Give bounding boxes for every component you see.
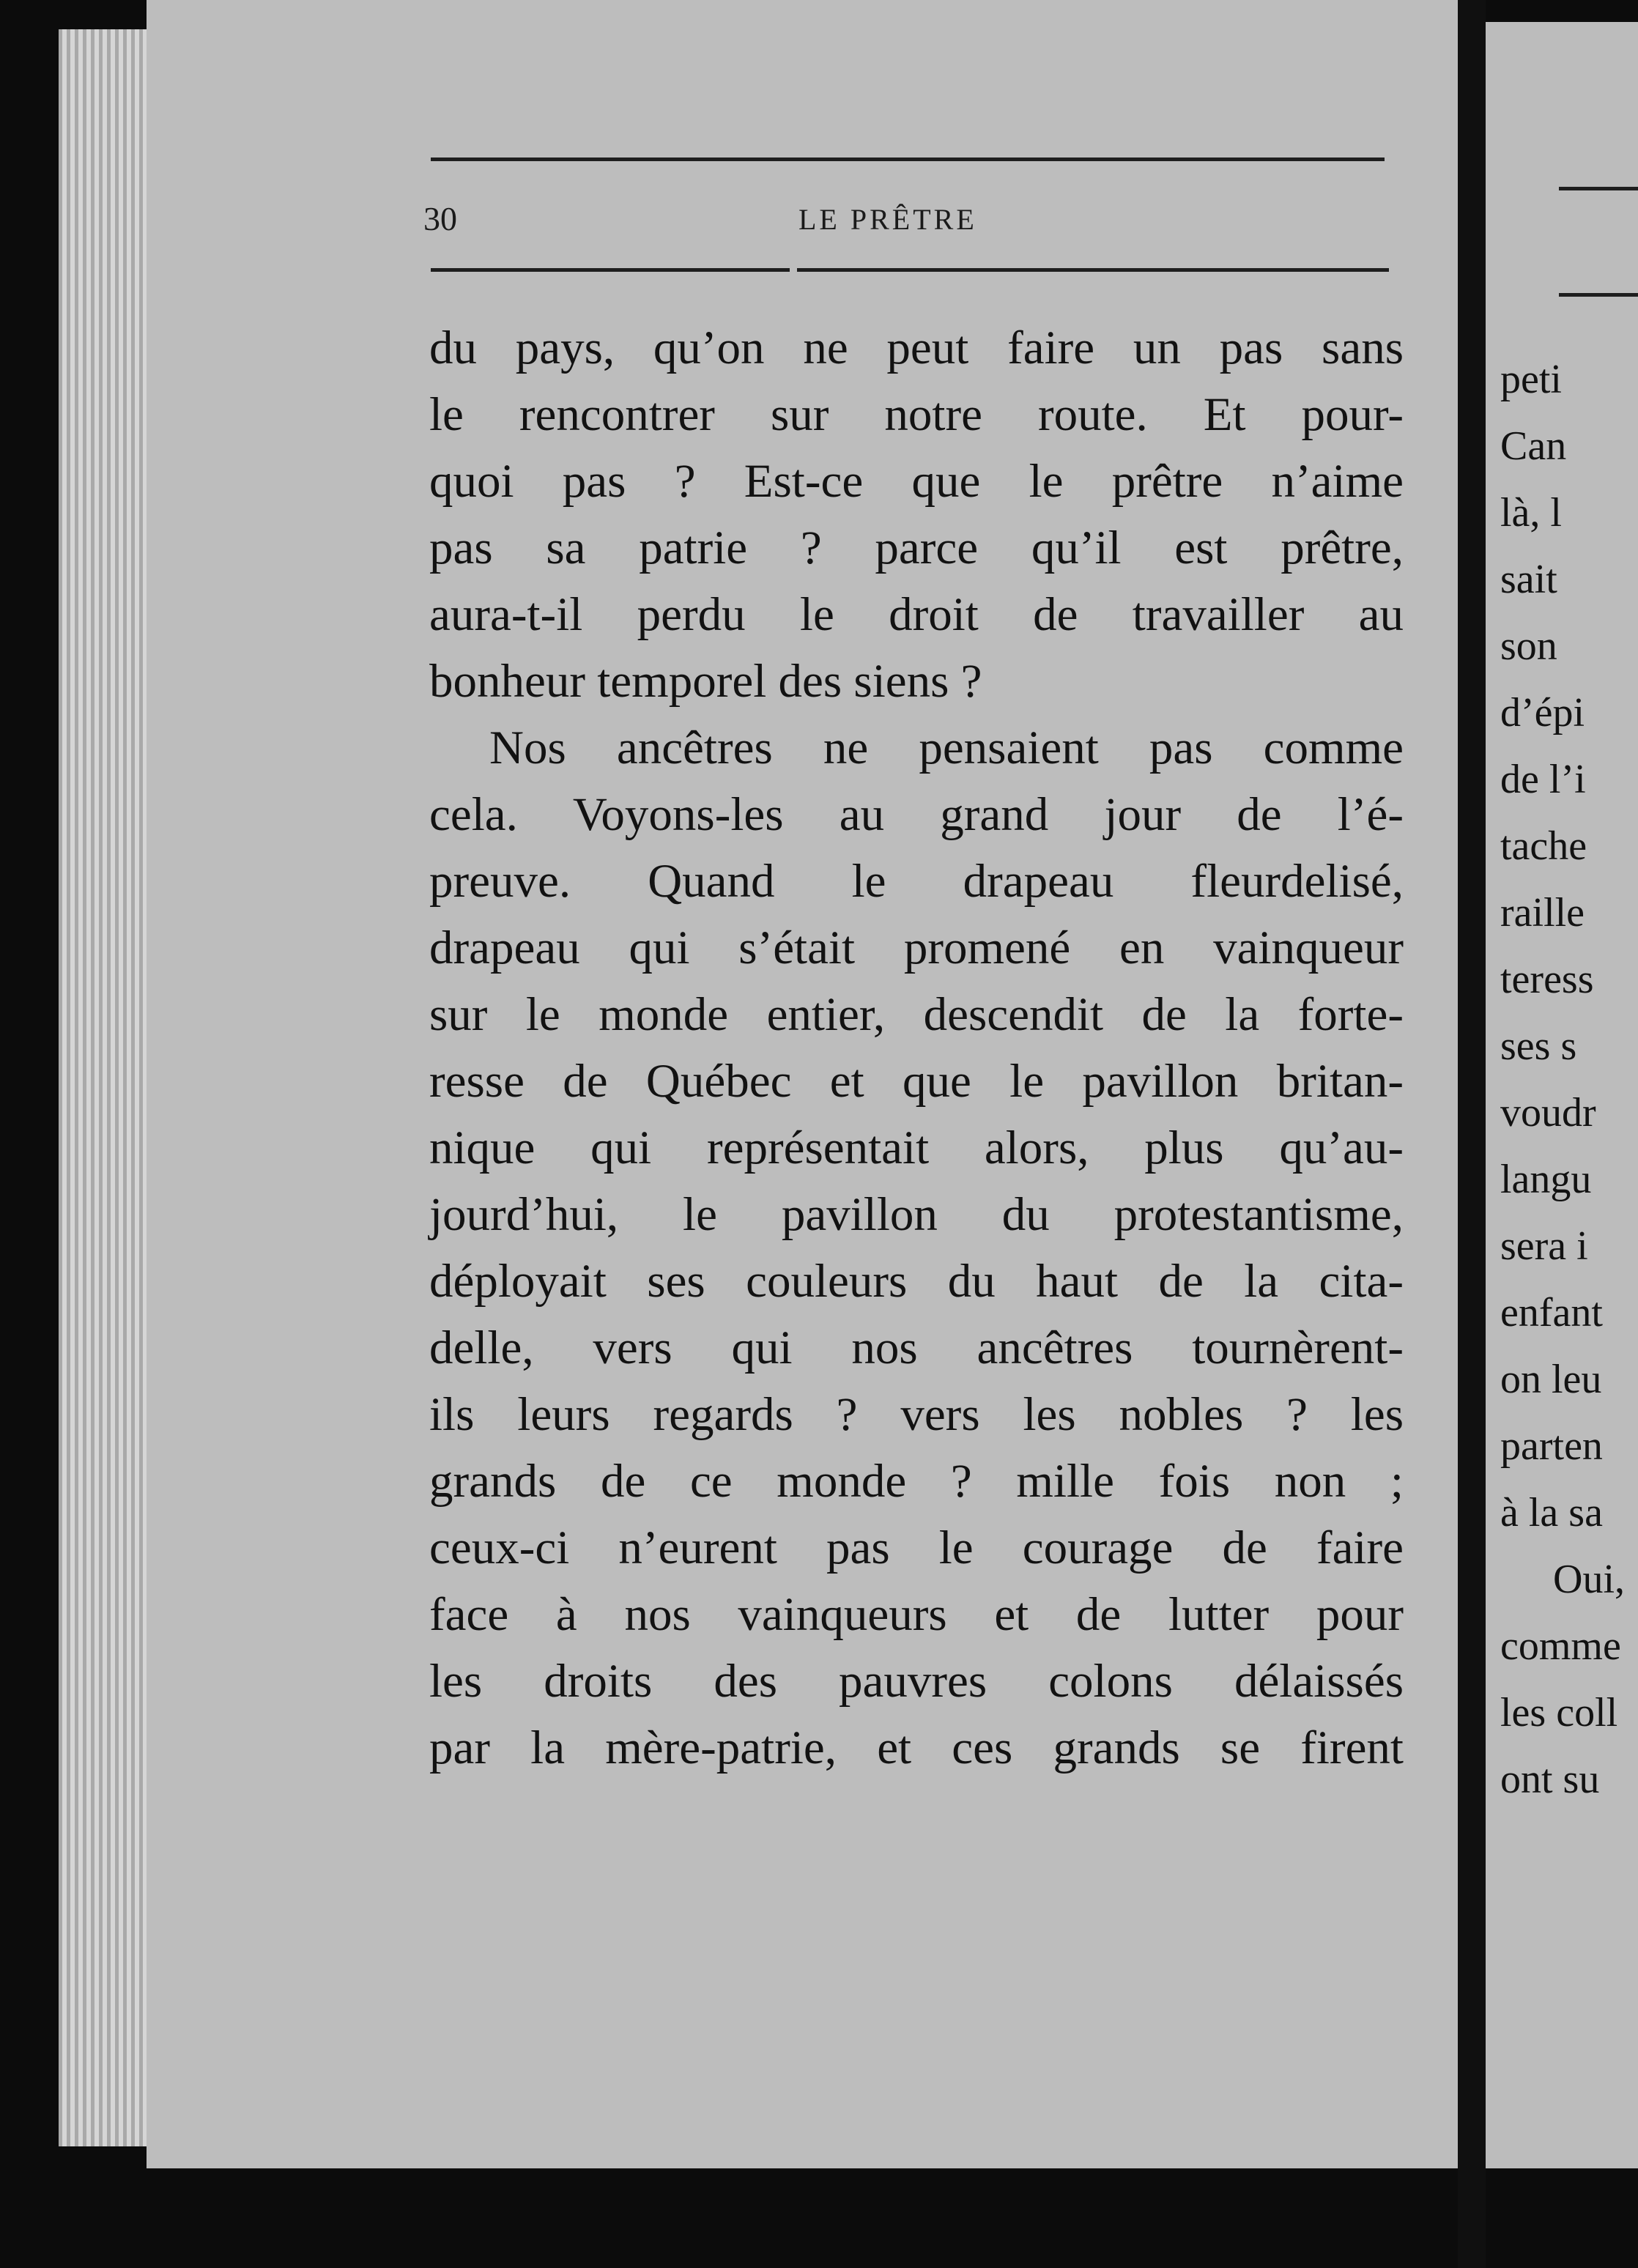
right-page — [1486, 22, 1638, 2168]
book-gutter — [1458, 0, 1486, 2268]
text-line: comme — [1500, 1623, 1621, 1669]
text-line: pas sa patrie ? parce qu’il est prêtre, — [429, 522, 1404, 574]
header-bottom-rule-right — [797, 268, 1389, 272]
text-line: voudr — [1500, 1090, 1596, 1135]
text-line: nique qui représentait alors, plus qu’au- — [429, 1122, 1404, 1174]
text-line: du pays, qu’on ne peut faire un pas sans — [429, 322, 1404, 374]
text-line: de l’i — [1500, 757, 1586, 802]
text-line: les droits des pauvres colons délaissés — [429, 1655, 1404, 1708]
right-page-text — [1500, 346, 1625, 1813]
text-line: son — [1500, 623, 1557, 669]
text-line: les coll — [1500, 1690, 1618, 1735]
text-line: jourd’hui, le pavillon du protestantisme, — [429, 1188, 1404, 1241]
header-bottom-rule-left — [431, 268, 790, 272]
text-line: peti — [1500, 357, 1562, 402]
text-line: parten — [1500, 1423, 1603, 1469]
text-line: par la mère-patrie, et ces grands se firent — [429, 1722, 1404, 1774]
text-line: bonheur temporel des siens ? — [429, 655, 982, 708]
right-header-rule-top — [1559, 187, 1638, 190]
text-line: Nos ancêtres ne pensaient pas comme — [489, 722, 1404, 774]
text-line: on leu — [1500, 1357, 1602, 1402]
text-line: drapeau qui s’était promené en vainqueur — [429, 922, 1404, 974]
text-line: sera i — [1500, 1223, 1588, 1269]
text-line: preuve. Quand le drapeau fleurdelisé, — [429, 855, 1404, 908]
page-number: 30 — [423, 200, 457, 237]
text-line: à la sa — [1500, 1490, 1603, 1535]
body-text — [429, 315, 1404, 1782]
text-line: ont su — [1500, 1757, 1600, 1802]
text-line: Oui, — [1553, 1557, 1625, 1602]
text-line: ses s — [1500, 1023, 1577, 1069]
text-line: raille — [1500, 890, 1585, 935]
text-line: cela. Voyons-les au grand jour de l’é- — [429, 788, 1404, 841]
text-line: d’épi — [1500, 690, 1585, 735]
header-top-rule — [431, 158, 1385, 161]
text-line: enfant — [1500, 1290, 1603, 1335]
text-line: sur le monde entier, descendit de la forte- — [429, 988, 1404, 1041]
text-line: déployait ses couleurs du haut de la cita- — [429, 1255, 1404, 1308]
text-line: face à nos vainqueurs et de lutter pour — [429, 1588, 1404, 1641]
text-line: grands de ce monde ? mille fois non ; — [429, 1455, 1404, 1508]
text-line: langu — [1500, 1157, 1592, 1202]
text-line: ceux-ci n’eurent pas le courage de faire — [429, 1522, 1404, 1574]
text-line: ils leurs regards ? vers les nobles ? les — [429, 1388, 1404, 1441]
text-line: là, l — [1500, 490, 1562, 536]
page-edges — [59, 29, 154, 2146]
text-line: resse de Québec et que le pavillon britan- — [429, 1055, 1404, 1108]
text-line: le rencontrer sur notre route. Et pour- — [429, 388, 1404, 441]
text-line: quoi pas ? Est-ce que le prêtre n’aime — [429, 455, 1404, 508]
text-line: delle, vers qui nos ancêtres tournèrent- — [429, 1322, 1404, 1374]
running-head: LE PRÊTRE — [798, 203, 977, 236]
text-line: Can — [1500, 423, 1567, 469]
text-line: sait — [1500, 557, 1557, 602]
text-line: tache — [1500, 823, 1587, 869]
text-line: aura-t-il perdu le droit de travailler au — [429, 588, 1404, 641]
right-header-rule-bottom — [1559, 293, 1638, 297]
text-line: teress — [1500, 957, 1594, 1002]
